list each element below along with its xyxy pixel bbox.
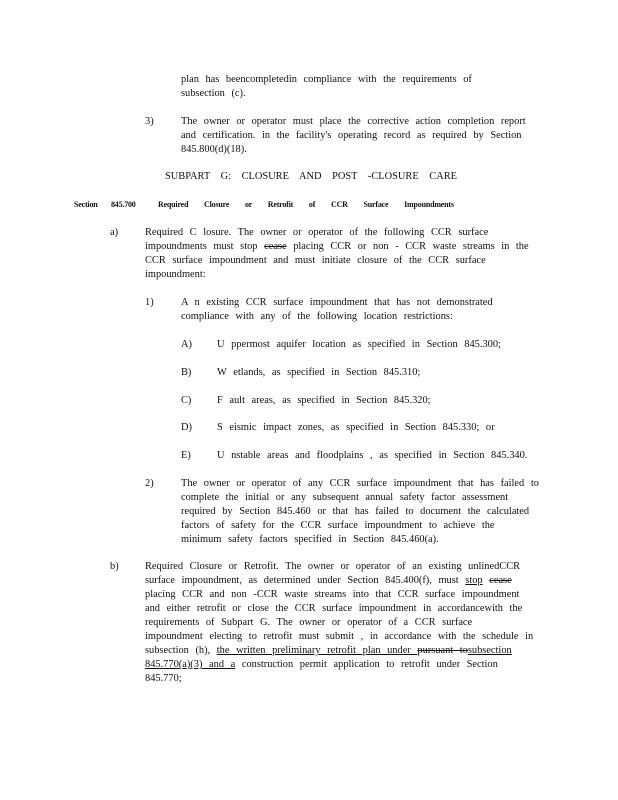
sub-item-text: U nstable areas and floodplains , as specified in Section 845.340.: [217, 450, 528, 461]
continued-text-line: plan has beencompletedin compliance with the requirements of: [181, 74, 472, 85]
subsection-letter: a): [110, 227, 119, 238]
inserted-text: stop: [465, 575, 483, 586]
paragraph-line: placing CCR and non -CCR waste streams into that CCR surface impoundment: [145, 589, 520, 600]
inserted-text: 845.770(a)(3) and a: [145, 659, 236, 670]
text-run: placing CCR or non - CCR waste streams in the: [286, 241, 529, 252]
sub-item-letter: C): [181, 395, 192, 406]
paragraph-line: Required Closure or Retrofit. The owner or operator of an existing unlinedCCR: [145, 561, 521, 572]
struck-text: cease: [489, 575, 512, 586]
item-number: 1): [145, 297, 154, 308]
paragraph-line: factors of safety for the CCR surface impoundment to achieve the: [181, 520, 495, 531]
paragraph-line: minimum safety factors specified in Section 845.460(a).: [181, 534, 439, 545]
paragraph-line: Required C losure. The owner or operator of the following CCR surface: [145, 227, 489, 238]
paragraph-line: impoundment:: [145, 269, 206, 280]
paragraph-line: [145, 240, 529, 254]
sub-item-text: F ault areas, as specified in Section 845.320;: [217, 395, 431, 406]
paragraph-line: compliance with any of the following location restrictions:: [181, 311, 453, 322]
text-run: construction permit application to retrofit under Section: [235, 659, 498, 670]
paragraph-line: The owner or operator must place the corrective action completion report: [181, 116, 526, 127]
sub-item-text: U ppermost aquifer location as specified in Section 845.300;: [217, 339, 501, 350]
paragraph-line: required by Section 845.460 or that has failed to document the calculated: [181, 506, 530, 517]
struck-text: pursuant to: [417, 645, 468, 656]
text-run: surface impoundment, as determined under Section 845.400(f), must: [145, 575, 466, 586]
paragraph-line: and certification. in the facility's operating record as required by Section: [181, 130, 522, 141]
text-run: impoundments must stop: [145, 241, 265, 252]
inserted-text: subsection: [467, 645, 512, 656]
paragraph-line: 845.800(d)(18).: [181, 144, 247, 155]
text-run: subsection (h),: [145, 645, 217, 656]
sub-item-text: S eismic impact zones, as specified in Section 845.330; or: [217, 422, 495, 433]
item-number: 3): [145, 116, 154, 127]
struck-text: cease: [264, 241, 287, 252]
paragraph-line: impoundment electing to retrofit must submit , in accordance with the schedule in: [145, 631, 534, 642]
sub-item-letter: B): [181, 367, 192, 378]
paragraph-line: [145, 644, 512, 658]
paragraph-line: and either retrofit or close the CCR surface impoundment in accordancewith the: [145, 603, 523, 614]
paragraph-line: requirements of Subpart G. The owner or operator of a CCR surface: [145, 617, 473, 628]
paragraph-line: 845.770;: [145, 673, 182, 684]
paragraph-line: The owner or operator of any CCR surface impoundment that has failed to: [181, 478, 539, 489]
subsection-letter: b): [110, 561, 119, 572]
paragraph-line: A n existing CCR surface impoundment that has not demonstrated: [181, 297, 493, 308]
sub-item-letter: E): [181, 450, 191, 461]
inserted-text: the written preliminary retrofit plan under: [216, 645, 418, 656]
paragraph-line: [145, 574, 512, 588]
section-label: Section: [74, 200, 98, 209]
subpart-heading: SUBPART G: CLOSURE AND POST -CLOSURE CARE: [165, 171, 457, 182]
section-number: 845.700: [111, 200, 136, 209]
paragraph-line: complete the initial or any subsequent annual safety factor assessment: [181, 492, 509, 503]
sub-item-text: W etlands, as specified in Section 845.310;: [217, 367, 421, 378]
sub-item-letter: A): [181, 339, 192, 350]
sub-item-letter: D): [181, 422, 192, 433]
continued-text-line: subsection (c).: [181, 88, 246, 99]
paragraph-line: CCR surface impoundment and must initiate closure of the CCR surface: [145, 255, 486, 266]
paragraph-line: [145, 658, 498, 672]
section-title: Required Closure or Retrofit of CCR Surface Impoundments: [158, 200, 454, 209]
item-number: 2): [145, 478, 154, 489]
